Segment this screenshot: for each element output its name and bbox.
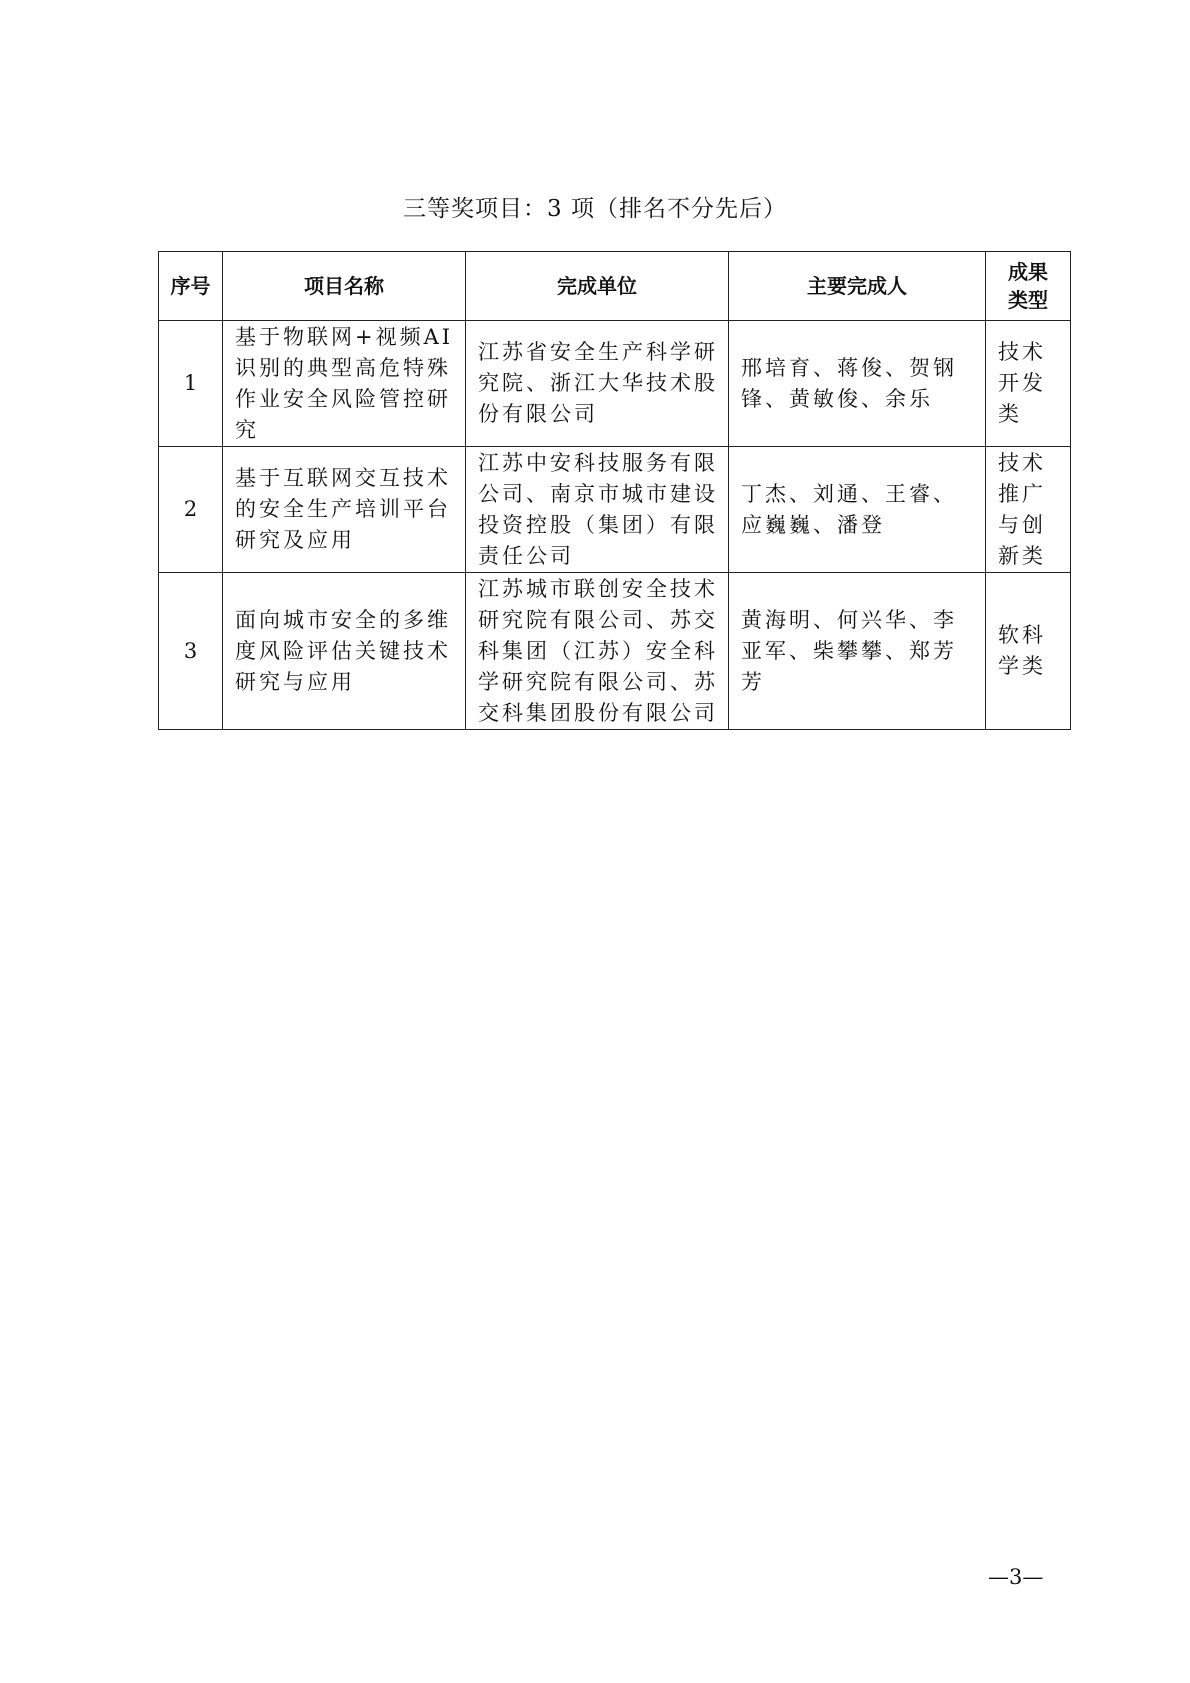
cell-unit: 江苏中安科技服务有限公司、南京市城市建设投资控股（集团）有限责任公司 [466, 447, 729, 573]
header-type: 成果类型 [986, 252, 1071, 321]
cell-type: 技术推广与创新类 [986, 447, 1071, 573]
cell-index: 1 [159, 321, 223, 447]
cell-unit: 江苏城市联创安全技术研究院有限公司、苏交科集团（江苏）安全科学研究院有限公司、苏交科集团股份有限公司 [466, 573, 729, 730]
header-unit: 完成单位 [466, 252, 729, 321]
cell-type: 技术开发类 [986, 321, 1071, 447]
cell-unit: 江苏省安全生产科学研究院、浙江大华技术股份有限公司 [466, 321, 729, 447]
header-people: 主要完成人 [729, 252, 986, 321]
header-project-name: 项目名称 [223, 252, 466, 321]
table-row [159, 321, 1071, 447]
header-index: 序号 [159, 252, 223, 321]
cell-people: 丁杰、刘通、王睿、应巍巍、潘登 [729, 447, 986, 573]
table-row [159, 573, 1071, 730]
page-title: 三等奖项目：3 项（排名不分先后） [403, 196, 787, 222]
cell-type: 软科学类 [986, 573, 1071, 730]
cell-index: 2 [159, 447, 223, 573]
cell-index: 3 [159, 573, 223, 730]
awards-table [158, 251, 1071, 730]
page-number: —3— [988, 1565, 1044, 1589]
cell-people: 邢培育、蒋俊、贺钢锋、黄敏俊、余乐 [729, 321, 986, 447]
cell-project-name: 基于物联网+视频AI识别的典型高危特殊作业安全风险管控研究 [223, 321, 466, 447]
cell-project-name: 面向城市安全的多维度风险评估关键技术研究与应用 [223, 573, 466, 730]
table-row [159, 447, 1071, 573]
cell-project-name: 基于互联网交互技术的安全生产培训平台研究及应用 [223, 447, 466, 573]
table-header-row [159, 252, 1071, 321]
cell-people: 黄海明、何兴华、李亚军、柴攀攀、郑芳芳 [729, 573, 986, 730]
